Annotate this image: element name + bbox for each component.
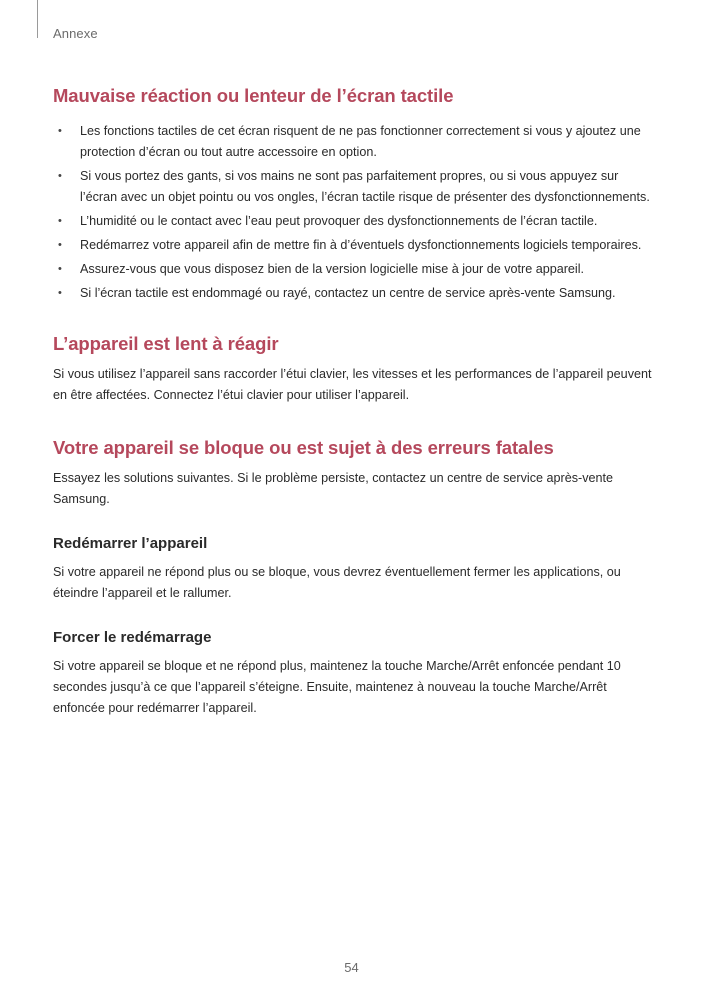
list-item-text: Si l’écran tactile est endommagé ou rayé, contactez un centre de service après-vente Samsung.	[80, 286, 616, 300]
margin-rule	[37, 0, 38, 38]
section-body: Si vous utilisez l’appareil sans raccorder l’étui clavier, les vitesses et les performances de l’appareil peuvent en être affectées. Connectez l’étui clavier pour utiliser l’appareil.	[53, 367, 652, 402]
section-restart	[53, 534, 653, 604]
list-item	[53, 166, 653, 208]
list-item-text: Redémarrez votre appareil afin de mettre fin à d’éventuels dysfonctionnements logiciels temporaires.	[80, 238, 642, 252]
page-content	[53, 84, 653, 719]
section-body: Si votre appareil se bloque et ne répond plus, maintenez la touche Marche/Arrêt enfoncée pendant 10 secondes jusqu’à ce que l’appareil s’éteigne. Ensuite, maintenez à nouveau la touche Marche/Arrêt enfoncée pour redémarrer l’appareil.	[53, 659, 621, 715]
list-item-text: L’humidité ou le contact avec l’eau peut provoquer des dysfonctionnements de l’écran tactile.	[80, 214, 598, 228]
bullet-icon: •	[58, 263, 62, 275]
bullet-icon: •	[58, 215, 62, 227]
bullet-list	[53, 121, 653, 304]
section-body: Essayez les solutions suivantes. Si le problème persiste, contactez un centre de service après-vente Samsung.	[53, 471, 614, 506]
section-force-restart	[53, 628, 653, 719]
list-item	[53, 211, 653, 232]
section-title: Votre appareil se bloque ou est sujet à des erreurs fatales	[53, 437, 554, 458]
running-head: Annexe	[53, 26, 98, 41]
section-title: Mauvaise réaction ou lenteur de l’écran tactile	[53, 85, 454, 106]
list-item-text: Les fonctions tactiles de cet écran risquent de ne pas fonctionner correctement si vous y ajoutez une protection d’écran ou tout autre accessoire en option.	[80, 124, 641, 159]
list-item	[53, 121, 653, 163]
section-slow-device	[53, 332, 653, 406]
section-touchscreen	[53, 84, 653, 304]
bullet-icon: •	[58, 170, 62, 182]
subsection-title: Forcer le redémarrage	[53, 629, 212, 646]
list-item-text: Si vous portez des gants, si vos mains ne sont pas parfaitement propres, ou si vous appuyez sur l’écran avec un objet pointu ou vos ongles, l’écran tactile risque de présenter des dysfonctionnements.	[80, 169, 650, 204]
list-item-text: Assurez-vous que vous disposez bien de la version logicielle mise à jour de votre appareil.	[80, 262, 585, 276]
bullet-icon: •	[58, 239, 62, 251]
bullet-icon: •	[58, 125, 62, 137]
section-body: Si votre appareil ne répond plus ou se bloque, vous devrez éventuellement fermer les applications, ou éteindre l’appareil et le rallumer.	[53, 565, 621, 600]
section-freeze-errors	[53, 436, 653, 510]
list-item	[53, 259, 653, 280]
subsection-title: Redémarrer l’appareil	[53, 535, 208, 552]
list-item	[53, 235, 653, 256]
list-item	[53, 283, 653, 304]
bullet-icon: •	[58, 287, 62, 299]
section-title: L’appareil est lent à réagir	[53, 333, 279, 354]
page-number: 54	[344, 960, 359, 975]
